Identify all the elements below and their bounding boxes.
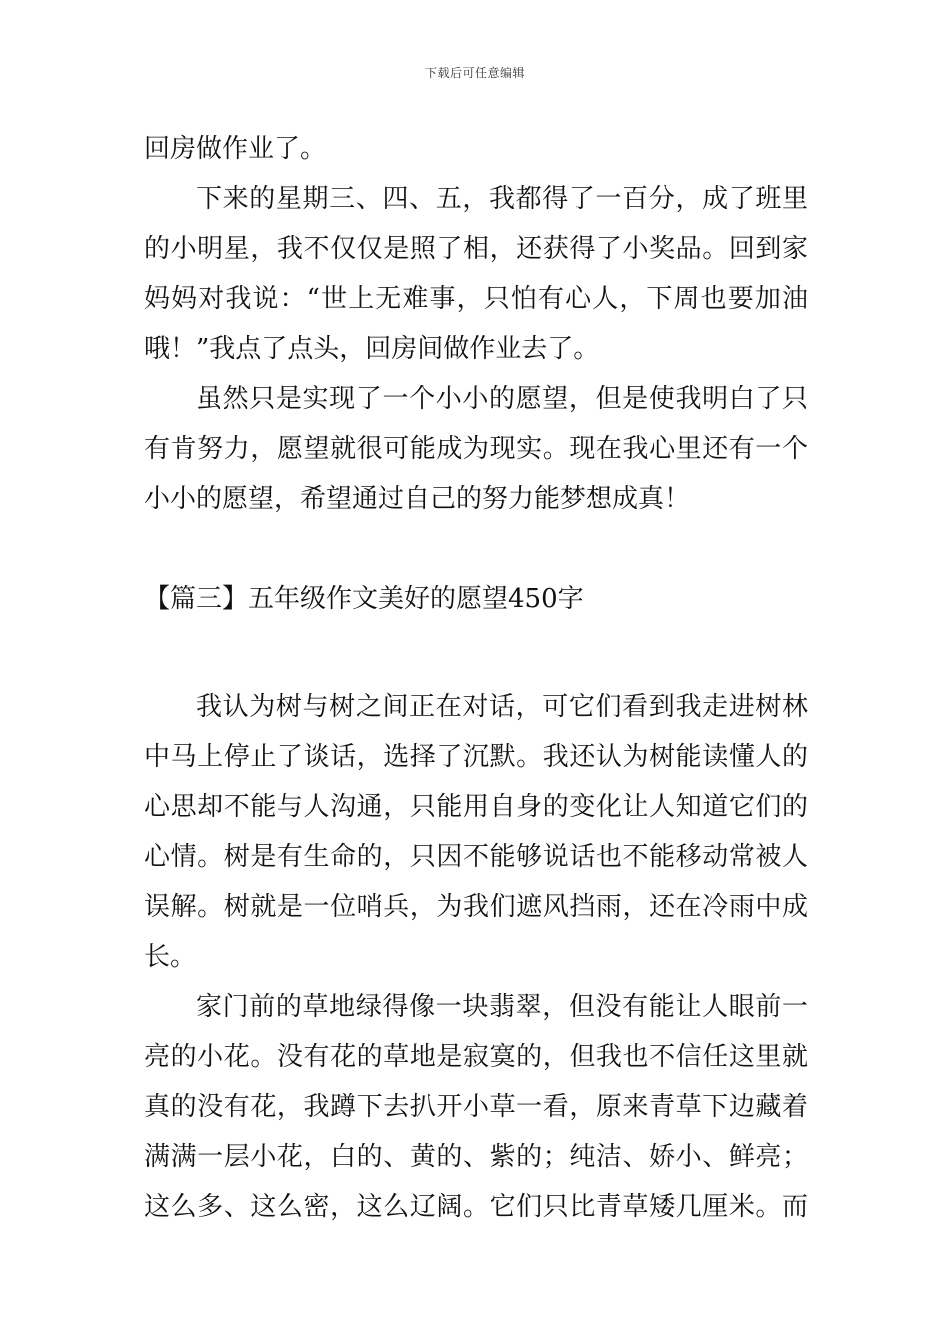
text-line: 家门前的草地绿得像一块翡翠，但没有能让人眼前一: [196, 992, 808, 1022]
text-line: 中马上停止了谈话，选择了沉默。我还认为树能读懂人的: [144, 742, 808, 772]
paragraph: [144, 982, 808, 1232]
text-line: 回房做作业了。: [144, 134, 327, 164]
paragraph: [144, 124, 808, 174]
heading-spacer: [144, 624, 808, 682]
text-line: 妈妈对我说：“世上无难事，只怕有心人，下周也要加油: [144, 284, 808, 314]
text-line: 虽然只是实现了一个小小的愿望，但是使我明白了只: [196, 384, 808, 414]
text-line: 心思却不能与人沟通，只能用自身的变化让人知道它们的: [144, 792, 808, 822]
paragraph: [144, 374, 808, 524]
section-heading: 【篇三】五年级作文美好的愿望450字: [144, 584, 584, 614]
text-line: 心情。树是有生命的，只因不能够说话也不能移动常被人: [144, 842, 808, 872]
paragraph: [144, 682, 808, 982]
document-body: [144, 124, 808, 1232]
text-line: 真的没有花，我蹲下去扒开小草一看，原来青草下边藏着: [144, 1092, 808, 1122]
text-line: 小小的愿望，希望通过自己的努力能梦想成真！: [144, 484, 691, 514]
text-line: 下来的星期三、四、五，我都得了一百分，成了班里: [196, 184, 808, 214]
text-line: 误解。树就是一位哨兵，为我们遮风挡雨，还在冷雨中成: [144, 892, 808, 922]
text-line: 长。: [144, 942, 197, 972]
text-line: 哦！”我点了点头，回房间做作业去了。: [144, 334, 600, 364]
paragraph: [144, 174, 808, 374]
text-line: 这么多、这么密，这么辽阔。它们只比青草矮几厘米。而: [144, 1192, 808, 1222]
text-line: 的小明星，我不仅仅是照了相，还获得了小奖品。回到家: [144, 234, 808, 264]
text-line: 有肯努力，愿望就很可能成为现实。现在我心里还有一个: [144, 434, 808, 464]
text-line: 亮的小花。没有花的草地是寂寞的，但我也不信任这里就: [144, 1042, 808, 1072]
text-line: 满满一层小花，白的、黄的、紫的；纯洁、娇小、鲜亮；: [144, 1142, 808, 1172]
text-line: 我认为树与树之间正在对话，可它们看到我走进树林: [196, 692, 808, 722]
page-header-watermark: 下载后可任意编辑: [424, 66, 525, 80]
